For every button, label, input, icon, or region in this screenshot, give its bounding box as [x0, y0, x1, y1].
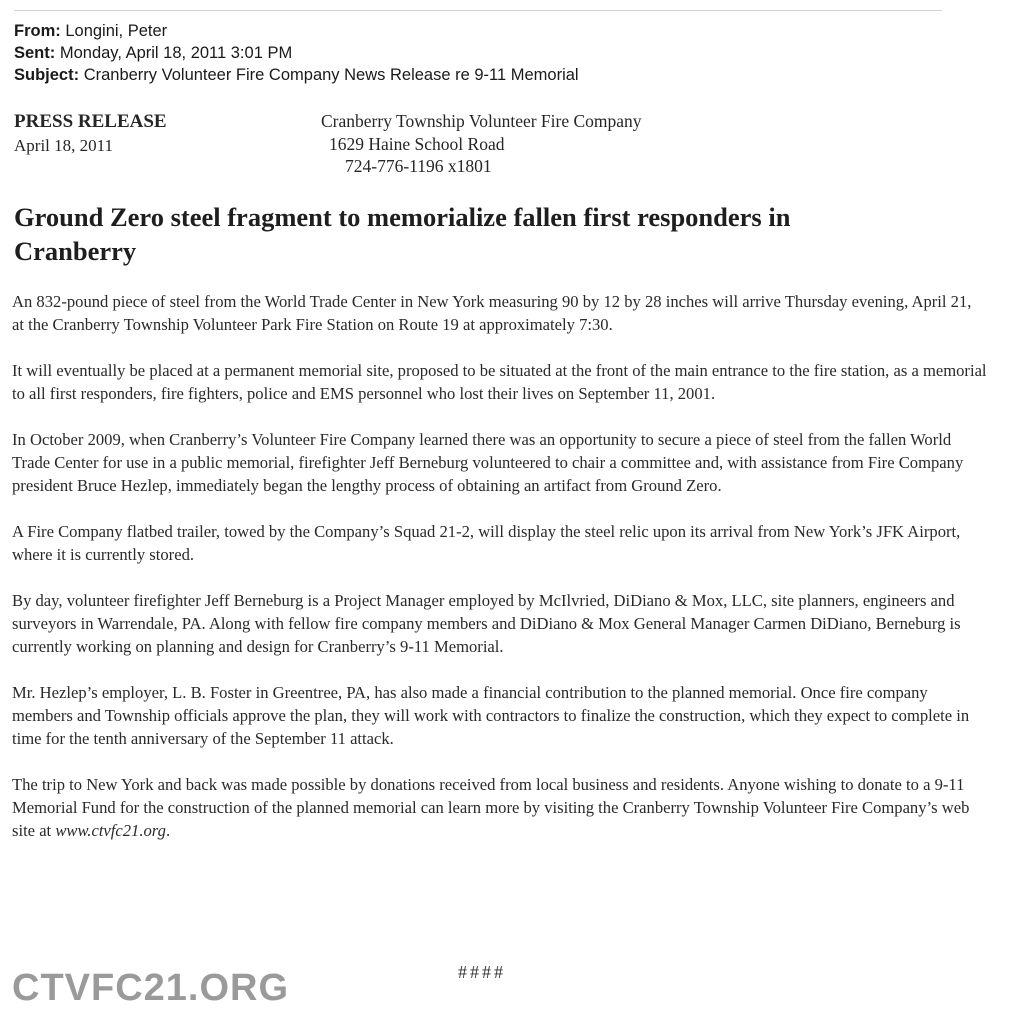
article-headline: Ground Zero steel fragment to memorialize fallen first responders in Cranberry: [14, 202, 791, 266]
from-value: Longini, Peter: [65, 22, 168, 40]
press-release-title: PRESS RELEASE: [14, 111, 167, 132]
sent-line: [14, 42, 579, 64]
organization-name: Cranberry Township Volunteer Fire Company: [321, 111, 642, 131]
sent-value: Monday, April 18, 2011 3:01 PM: [59, 44, 293, 62]
website-suffix: .: [165, 821, 171, 840]
end-marks: ####: [458, 962, 506, 982]
paragraph: An 832-pound piece of steel from the World Trade Center in New York measuring 90 by 12 by 28 inches will arrive Thursday evening, April 21, at the Cranberry Township Volunteer Park Fire Station on Route 19 at approximately 7:30.: [12, 292, 972, 334]
press-release-block: [14, 110, 167, 158]
subject-value: Cranberry Volunteer Fire Company News Release re 9-11 Memorial: [83, 66, 579, 84]
from-label: From:: [14, 22, 61, 40]
subject-label: Subject:: [14, 66, 80, 84]
sent-label: Sent:: [14, 44, 56, 62]
press-release-date: April 18, 2011: [14, 136, 114, 155]
paragraph: It will eventually be placed at a permanent memorial site, proposed to be situated at the front of the main entrance to the fire station, as a memorial to all first responders, fire fighters, police and EMS personnel who lost their lives on September 11, 2001.: [12, 361, 987, 403]
paragraph: By day, volunteer firefighter Jeff Berneburg is a Project Manager employed by McIlvried, DiDiano & Mox, LLC, site planners, engineers and surveyors in Warrendale, PA. Along with fellow fire company members and DiDiano & Mox General Manager Carmen DiDiano, Berneburg is currently working on planning and design for Cranberry’s 9-11 Memorial.: [12, 591, 961, 656]
top-divider: [14, 10, 942, 11]
street-address: 1629 Haine School Road: [329, 133, 505, 154]
website-link[interactable]: www.ctvfc21.org: [55, 821, 166, 840]
paragraph: In October 2009, when Cranberry’s Volunteer Fire Company learned there was an opportunity to secure a piece of steel from the fallen World Trade Center for use in a public memorial, firefighter Jeff Berneburg volunteered to chair a committee and, with assistance from Fire Company president Bruce Hezlep, immediately began the lengthy process of obtaining an artifact from Ground Zero.: [12, 430, 964, 495]
last-paragraph-text: The trip to New York and back was made possible by donations received from local business and residents. Anyone wishing to donate to a 9-11 Memorial Fund for the construction of the planned memorial can learn more by visiting the Cranberry Township Volunteer Fire Company’s web site at: [12, 775, 970, 840]
contact-block: [321, 110, 642, 178]
subject-line: [14, 64, 579, 86]
from-line: [14, 20, 579, 42]
phone-number: 724-776-1196 x1801: [345, 156, 492, 176]
article-body: [12, 290, 987, 865]
email-header: [14, 20, 579, 86]
paragraph: Mr. Hezlep’s employer, L. B. Foster in Greentree, PA, has also made a financial contribution to the planned memorial. Once fire company members and Township officials approve the plan, they will work with contractors to finalize the construction, which they expect to complete in time for the tenth anniversary of the September 11 attack.: [12, 683, 970, 748]
paragraph: A Fire Company flatbed trailer, towed by the Company’s Squad 21-2, will display the steel relic upon its arrival from New York’s JFK Airport, where it is currently stored.: [12, 522, 961, 564]
site-watermark: CTVFC21.ORG: [12, 967, 290, 1009]
last-paragraph: [12, 773, 987, 842]
